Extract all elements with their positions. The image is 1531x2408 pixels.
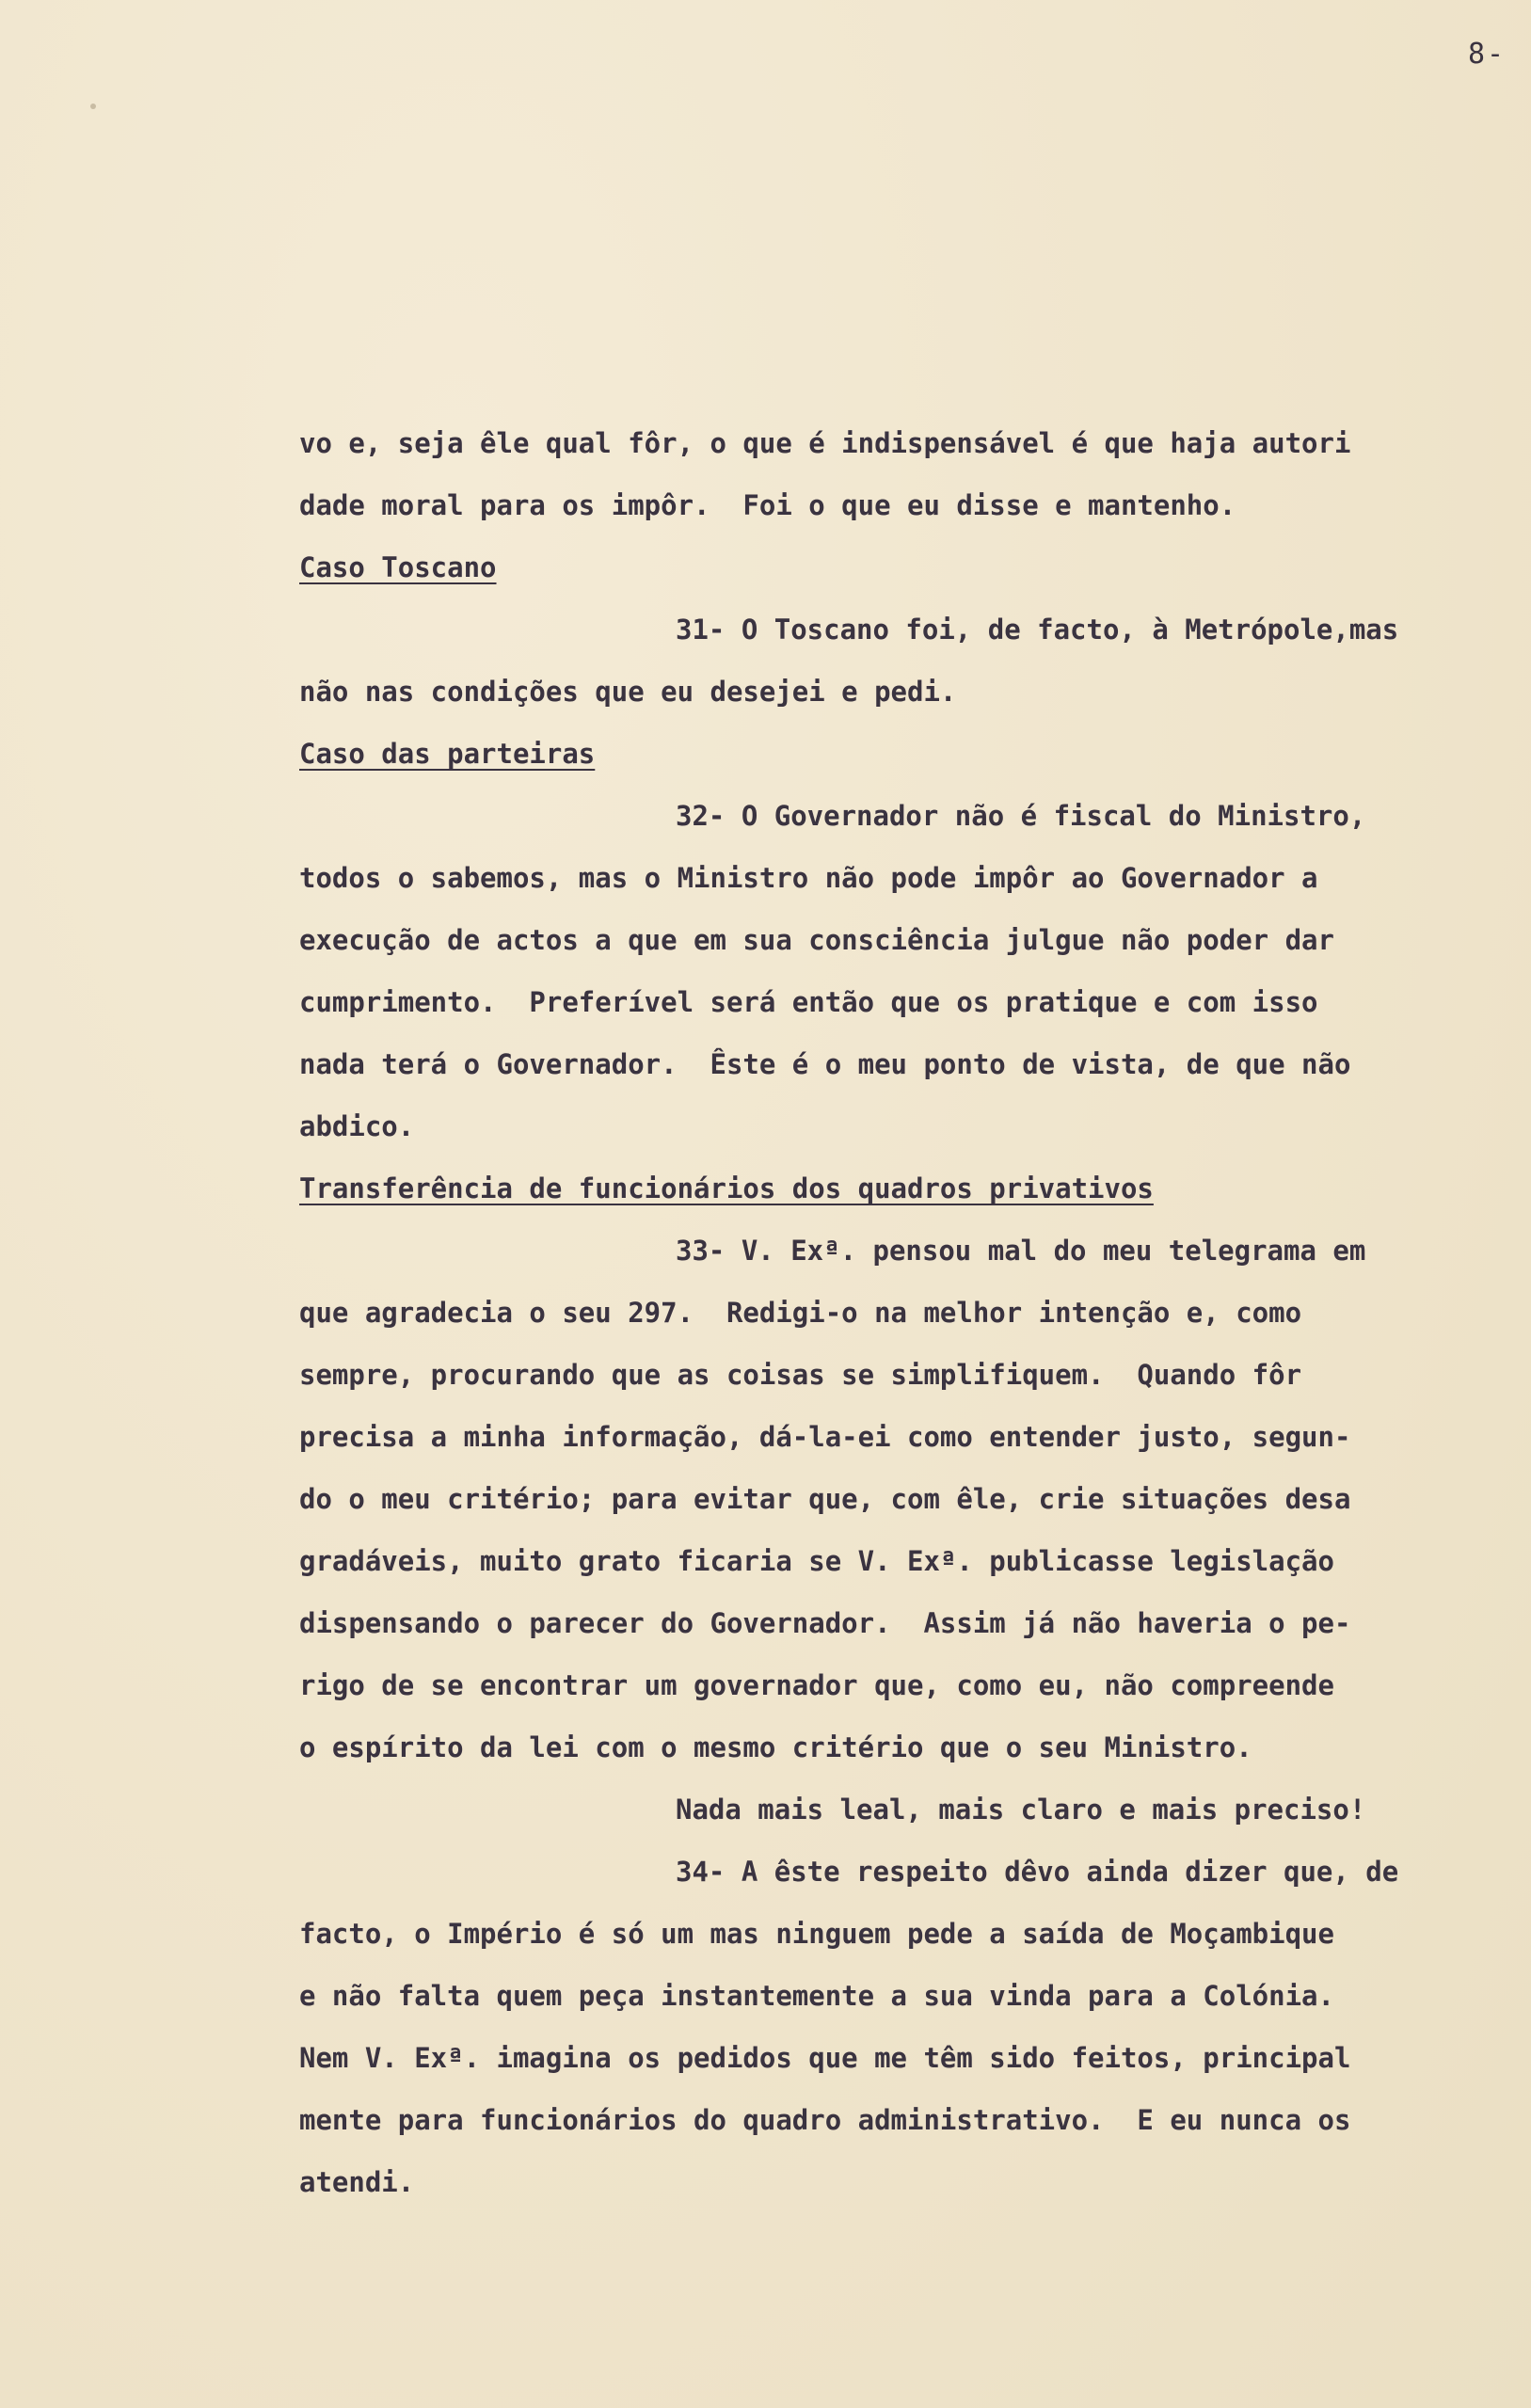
text-line: e não falta quem peça instantemente a sua vinda para a Colónia.	[299, 1980, 1334, 2012]
text-line: que agradecia o seu 297. Redigi-o na melhor intenção e, como	[299, 1297, 1302, 1329]
paragraph-first-line: 32- O Governador não é fiscal do Ministro,	[676, 800, 1366, 832]
text-line: facto, o Império é só um mas ninguem pede a saída de Moçambique	[299, 1918, 1334, 1950]
text-line: rigo de se encontrar um governador que, como eu, não compreende	[299, 1669, 1334, 1701]
text-line: mente para funcionários do quadro administrativo. E eu nunca os	[299, 2104, 1351, 2136]
text-line: sempre, procurando que as coisas se simplifiquem. Quando fôr	[299, 1359, 1302, 1391]
text-line: do o meu critério; para evitar que, com êle, crie situações desa	[299, 1483, 1351, 1515]
text-line: dade moral para os impôr. Foi o que eu disse e mantenho.	[299, 489, 1236, 521]
typewritten-body	[299, 412, 1513, 2213]
text-line: abdico.	[299, 1110, 415, 1142]
text-line: atendi.	[299, 2166, 415, 2198]
text-line: o espírito da lei com o mesmo critério que o seu Ministro.	[299, 1731, 1252, 1763]
section-heading: Transferência de funcionários dos quadros privativos	[299, 1172, 1154, 1204]
section-heading: Caso Toscano	[299, 551, 497, 583]
text-line: todos o sabemos, mas o Ministro não pode impôr ao Governador a	[299, 862, 1318, 894]
text-line: precisa a minha informação, dá-la-ei como entender justo, segun-	[299, 1421, 1351, 1453]
text-line: vo e, seja êle qual fôr, o que é indispensável é que haja autori	[299, 427, 1351, 459]
text-line: execução de actos a que em sua consciência julgue não poder dar	[299, 924, 1334, 956]
page-number: 8-	[1468, 38, 1507, 71]
section-heading: Caso das parteiras	[299, 738, 596, 770]
text-line: dispensando o parecer do Governador. Assim já não haveria o pe-	[299, 1607, 1351, 1639]
paragraph-first-line: 33- V. Exª. pensou mal do meu telegrama em	[676, 1235, 1366, 1267]
paragraph-first-line: Nada mais leal, mais claro e mais preciso!	[676, 1794, 1366, 1826]
text-line: gradáveis, muito grato ficaria se V. Exª. publicasse legislação	[299, 1545, 1334, 1577]
text-line: Nem V. Exª. imagina os pedidos que me têm sido feitos, principal	[299, 2042, 1351, 2074]
paper-mark	[90, 104, 96, 109]
paragraph-first-line: 31- O Toscano foi, de facto, à Metrópole,mas	[676, 614, 1399, 646]
text-line: não nas condições que eu desejei e pedi.	[299, 676, 957, 708]
paragraph-first-line: 34- A êste respeito dêvo ainda dizer que, de	[676, 1856, 1399, 1888]
text-line: nada terá o Governador. Êste é o meu ponto de vista, de que não	[299, 1048, 1351, 1080]
text-line: cumprimento. Preferível será então que os pratique e com isso	[299, 986, 1318, 1018]
